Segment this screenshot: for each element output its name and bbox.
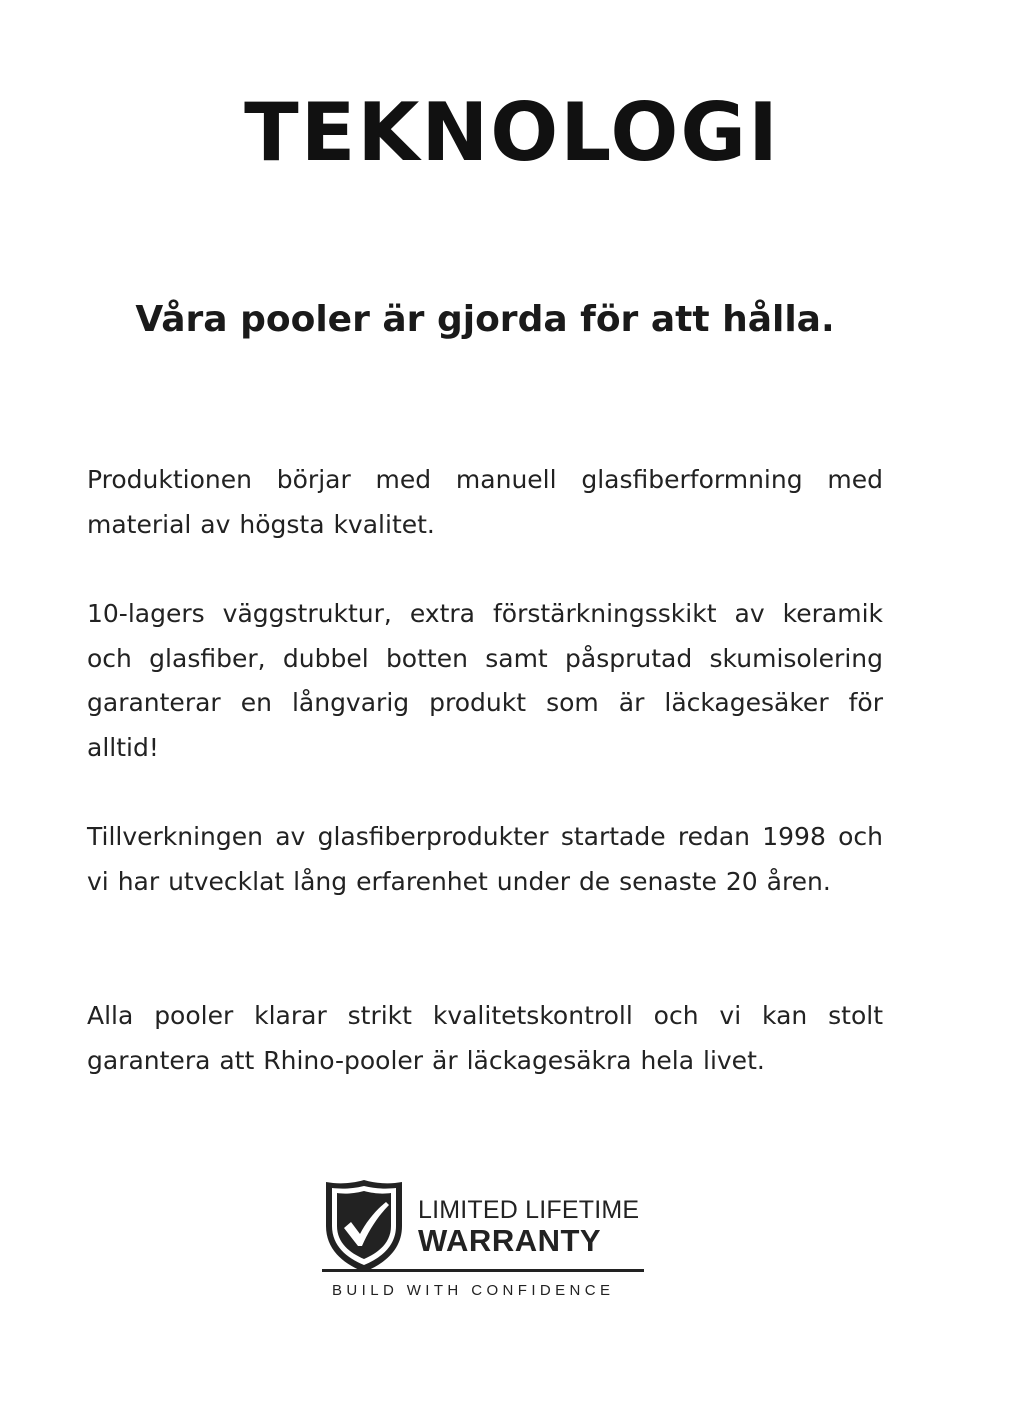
warranty-tagline: BUILD WITH CONFIDENCE bbox=[332, 1282, 615, 1299]
paragraph-structure: 10-lagers väggstruktur, extra förstärkningsskikt av keramik och glasfiber, dubbel botten samt påsprutad skumisolering garanterar en långvarig produkt som är läckagesäker för alltid! bbox=[87, 599, 883, 763]
paragraph-production: Produktionen börjar med manuell glasfiberformning med material av högsta kvalitet. bbox=[87, 465, 883, 539]
page-title: TEKNOLOGI bbox=[244, 86, 780, 179]
warranty-divider bbox=[322, 1269, 644, 1272]
warranty-line-1: LIMITED LIFETIME bbox=[418, 1196, 640, 1224]
warranty-line-2: WARRANTY bbox=[418, 1223, 602, 1258]
paragraph-quality: Alla pooler klarar strikt kvalitetskontroll och vi kan stolt garantera att Rhino-pooler är läckagesäkra hela livet. bbox=[87, 1001, 883, 1075]
shield-check-icon bbox=[322, 1178, 406, 1274]
paragraph-history: Tillverkningen av glasfiberprodukter startade redan 1998 och vi har utvecklat lång erfarenhet under de senaste 20 åren. bbox=[87, 822, 883, 896]
page-subtitle: Våra pooler är gjorda för att hålla. bbox=[135, 299, 835, 340]
warranty-badge bbox=[322, 1178, 652, 1308]
